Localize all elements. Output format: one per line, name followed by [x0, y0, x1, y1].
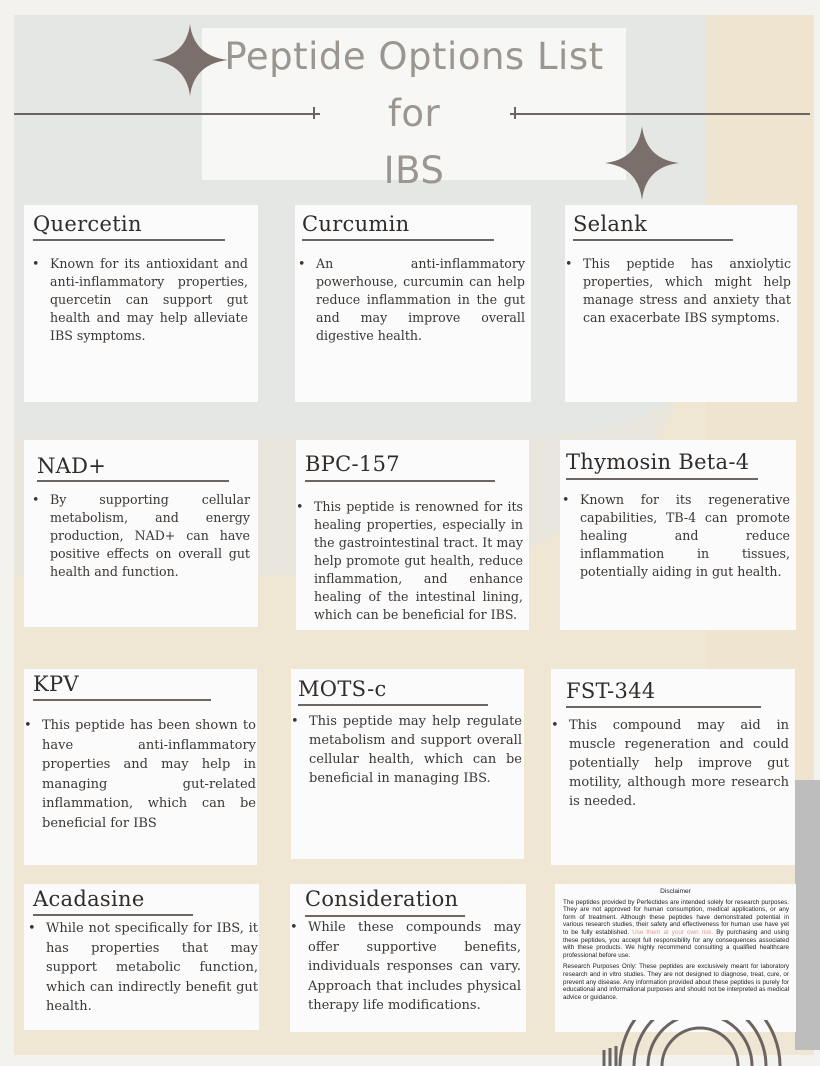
card-text: • By supporting cellular metabolism, and energy production, NAD+ can have positive effects on overall gut health and function.: [32, 491, 250, 581]
card-title-underline: [566, 706, 761, 708]
card-title-underline: [33, 914, 193, 916]
disclaimer-text: By purchasing and using these peptides, you accept full responsibility for any consequences associated with these products. We highly recommend consulting a qualified healthcare professional before use.: [563, 928, 790, 959]
card-title: BPC-157: [305, 452, 400, 476]
card-bullets: [296, 498, 523, 624]
card-bullets: [551, 716, 789, 811]
card-text: • This peptide is renowned for its healing properties, especially in the gastrointestinal tract. It may help promote gut health, reduce inflammation, and enhance healing of the intestinal lining, which can be beneficial for IBS.: [296, 498, 523, 624]
card-title: Consideration: [305, 887, 459, 911]
decorative-arcs-icon: [600, 1020, 820, 1066]
peptide-card-mots-c: [291, 669, 524, 859]
card-title: NAD+: [37, 454, 107, 478]
card-title-underline: [305, 915, 465, 917]
peptide-card-selank: [565, 205, 797, 402]
card-bullets: [32, 255, 248, 345]
card-text: • This peptide has anxiolytic properties, which might help manage stress and anxiety that can exacerbate IBS symptoms.: [565, 255, 791, 327]
card-bullets: [24, 716, 256, 833]
card-title-underline: [33, 239, 225, 241]
card-bullets: [565, 255, 791, 327]
peptide-card-thymosin-beta-4: [560, 440, 796, 630]
title-line-3: IBS: [383, 149, 445, 192]
sparkle-star-icon: [150, 20, 230, 100]
card-title: Selank: [573, 212, 648, 236]
card-text: • An anti-inflammatory powerhouse, curcumin can help reduce inflammation in the gut and may improve overall digestive health.: [298, 255, 525, 345]
card-title: FST-344: [566, 679, 656, 703]
disclaimer-warning: Use them at your own risk.: [632, 928, 714, 936]
card-title-underline: [37, 480, 229, 482]
background-dark-strip: [795, 780, 820, 1050]
peptide-card-quercetin: [24, 205, 258, 402]
title-rule-right-tick: [514, 107, 516, 119]
card-title-underline: [573, 239, 733, 241]
card-title-underline: [305, 480, 495, 482]
card-title-underline: [302, 239, 494, 241]
card-title: Acadasine: [33, 887, 145, 911]
peptide-card-fst-344: [551, 669, 795, 865]
peptide-card-bpc-157: [296, 440, 529, 630]
disclaimer-heading: Disclaimer: [660, 888, 691, 895]
title-line-1: Peptide Options List: [224, 35, 604, 78]
title-rule-left: [14, 113, 320, 115]
title-rule-left-tick: [313, 107, 315, 119]
card-title: Thymosin Beta-4: [566, 450, 750, 474]
card-text: • This peptide has been shown to have anti-inflammatory properties and may help in managing gut-related inflammation, which can be beneficial for IBS: [24, 716, 256, 833]
sparkle-star-icon: [603, 122, 681, 204]
card-title: KPV: [33, 672, 79, 696]
peptide-card-acadasine: [24, 884, 259, 1030]
peptide-card-nad: [24, 440, 258, 627]
card-text: • This peptide may help regulate metabolism and support overall cellular health, which can be beneficial in managing IBS.: [291, 712, 522, 788]
card-bullets: [290, 918, 521, 1016]
card-title: MOTS-c: [298, 677, 387, 701]
peptide-card-kpv: [24, 669, 257, 865]
card-bullets: [28, 919, 258, 1017]
disclaimer-paragraph-2: Research Purposes Only: These peptides are exclusively meant for laboratory research and in vitro studies. They are not designed to diagnose, treat, cure, or prevent any disease. Any information provided about these peptides is purely for educational and informational purposes and should not be interpreted as medical advice or guidance.: [563, 963, 789, 1001]
card-bullets: [291, 712, 522, 788]
card-text: • Known for its antioxidant and anti-inflammatory properties, quercetin can support gut health and may help alleviate IBS symptoms.: [32, 255, 248, 345]
disclaimer-paragraph-1: [563, 899, 789, 960]
card-text: • This compound may aid in muscle regeneration and could potentially help improve gut motility, although more research is needed.: [551, 716, 789, 811]
consideration-card: [290, 884, 526, 1032]
card-bullets: [32, 491, 250, 581]
disclaimer-box: [555, 884, 796, 1032]
card-title-underline: [33, 699, 211, 701]
card-title: Quercetin: [33, 212, 142, 236]
title-line-2: for: [387, 92, 441, 135]
peptide-card-curcumin: [295, 205, 531, 402]
card-text: • While these compounds may offer supportive benefits, individuals responses can vary. Approach that includes physical therapy life modifications.: [290, 918, 521, 1016]
disclaimer-text: The peptides provided by Perfectides are intended solely for research purposes. They are not approved for human consumption, medical applications, or any form of treatment. Although these peptides have demonstrated potential in various research studies, their safety and effectiveness for human use have yet to be fully established.: [563, 898, 789, 936]
card-bullets: [298, 255, 525, 345]
card-title-underline: [298, 704, 488, 706]
card-bullets: [562, 491, 790, 581]
title-rule-right: [510, 113, 810, 115]
card-text: • While not specifically for IBS, it has properties that may support metabolic function, which can indirectly benefit gut health.: [28, 919, 258, 1017]
card-title: Curcumin: [302, 212, 410, 236]
card-title-underline: [566, 478, 758, 480]
card-text: • Known for its regenerative capabilities, TB-4 can promote healing and reduce inflammation in tissues, potentially aiding in gut health.: [562, 491, 790, 581]
